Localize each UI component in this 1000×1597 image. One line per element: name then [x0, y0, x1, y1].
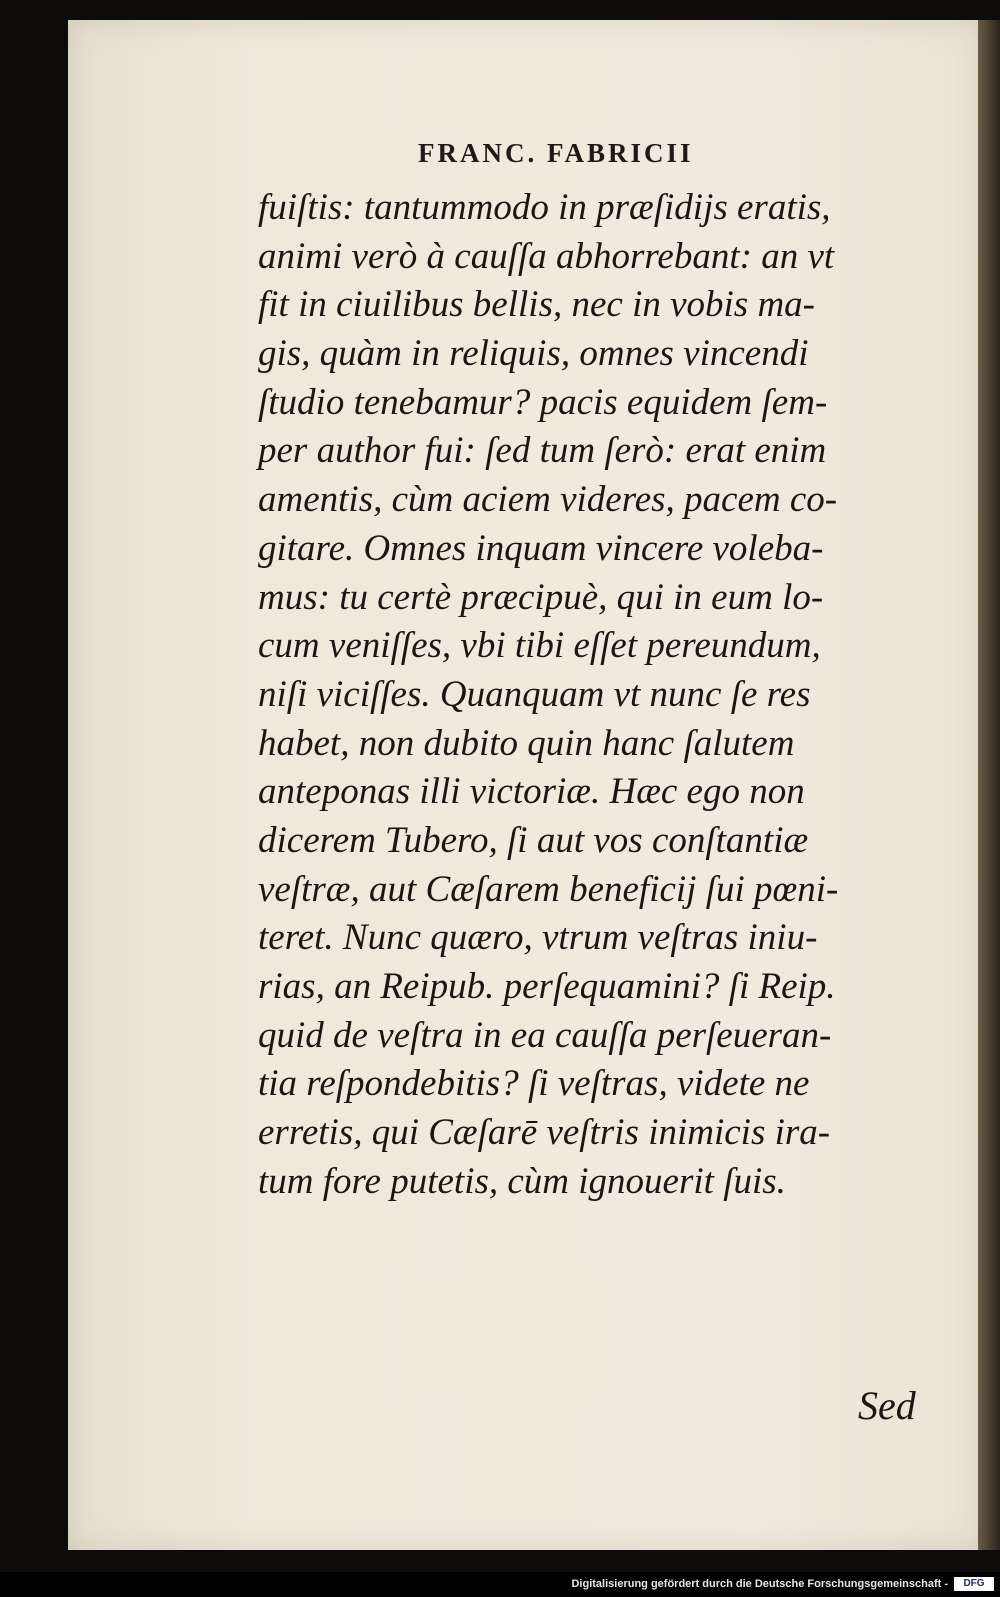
text-line: tia reſpondebitis? ſi veſtras, videte ne — [258, 1063, 810, 1105]
text-line: anteponas illi victoriæ. Hæc ego non — [258, 771, 805, 813]
text-line: per author fui: ſed tum ſerò: erat enim — [258, 430, 827, 472]
text-line: mus: tu certè præcipuè, qui in eum lo- — [258, 576, 824, 618]
text-line: cum veniſſes, vbi tibi eſſet pereundum, — [258, 625, 821, 667]
catchword: Sed — [858, 1383, 916, 1428]
running-header: FRANC. FABRICII — [418, 138, 694, 168]
body-text — [258, 184, 938, 1206]
text-line: dicerem Tubero, ſi aut vos conſtantiæ — [258, 819, 809, 861]
text-line: fuiſtis: tantummodo in præſidijs eratis, — [258, 187, 831, 228]
text-line: fit in ciuilibus bellis, nec in vobis ma- — [258, 284, 815, 326]
text-line: teret. Nunc quæro, vtrum veſtras iniu- — [258, 917, 818, 959]
text-line: gis, quàm in reliquis, omnes vincendi — [258, 333, 809, 375]
text-line: gitare. Omnes inquam vincere voleba- — [258, 527, 824, 569]
text-line: tum fore putetis, cùm ignouerit ſuis. — [258, 1160, 786, 1202]
text-line: rias, an Reipub. perſequamini? ſi Reip. — [258, 966, 836, 1007]
text-line: niſi viciſſes. Quanquam vt nunc ſe res — [258, 673, 811, 715]
text-line: erretis, qui Cæſarē veſtris inimicis ira- — [258, 1112, 831, 1154]
text-line: ſtudio tenebamur? pacis equidem ſem- — [258, 381, 828, 423]
text-line: animi verò à cauſſa abhorrebant: an vt — [258, 235, 835, 277]
footer-credit: Digitalisierung gefördert durch die Deutsche Forschungsgemeinschaft - — [571, 1578, 948, 1590]
text-line: quid de veſtra in ea cauſſa perſeueran- — [258, 1014, 832, 1056]
text-line: amentis, cùm aciem videres, pacem co- — [258, 479, 838, 521]
page-edge — [978, 20, 1000, 1550]
dfg-logo: DFG — [954, 1577, 994, 1591]
text-line: habet, non dubito quin hanc ſalutem — [258, 722, 795, 764]
text-line: veſtræ, aut Cæſarem beneficij ſui pœni- — [258, 868, 839, 910]
